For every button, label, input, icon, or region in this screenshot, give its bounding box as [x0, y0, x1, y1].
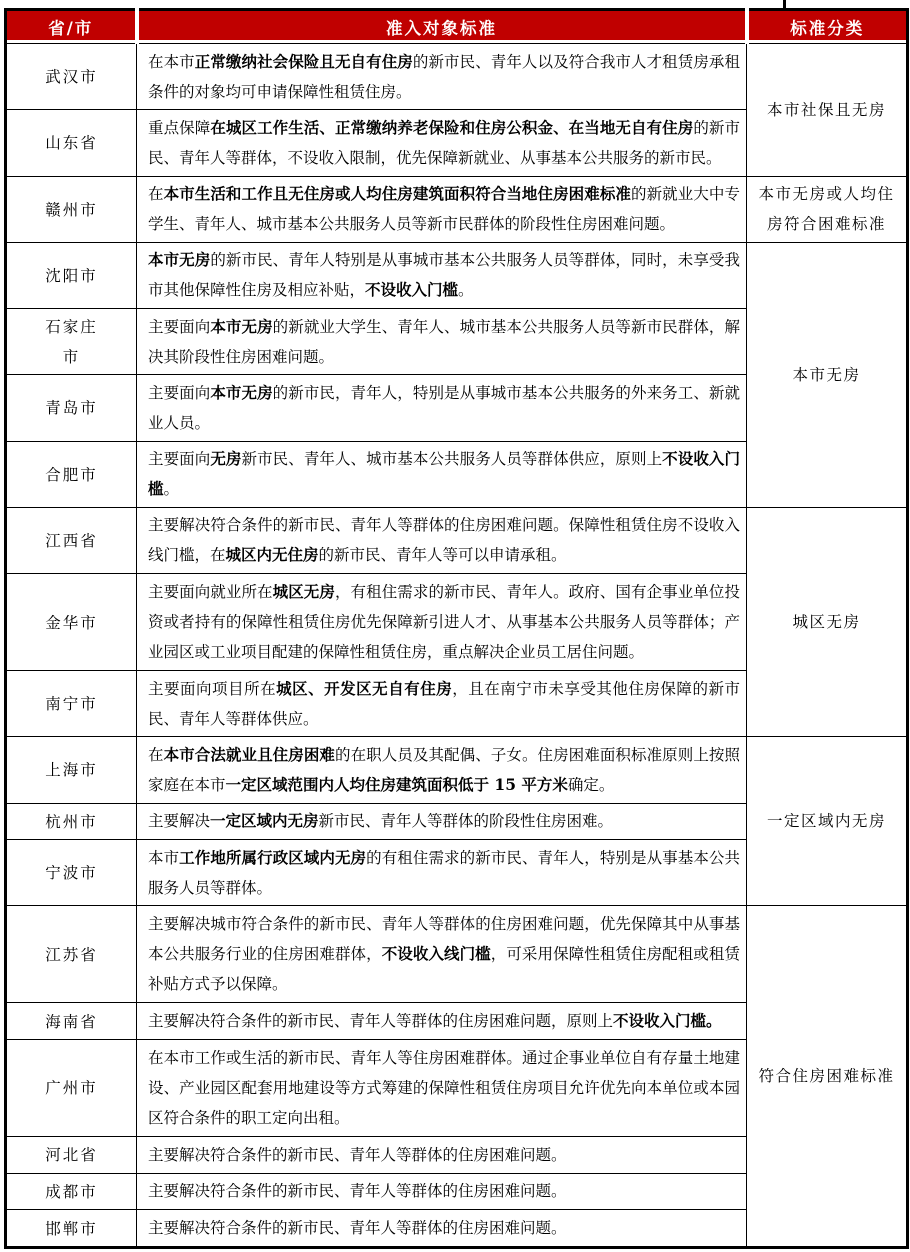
standard-text-bold: 本市无房 [148, 250, 211, 270]
table-row [6, 242, 908, 308]
region-label: 石家庄市 [45, 317, 98, 366]
standard-cell [137, 574, 747, 671]
admission-standards-table [4, 8, 909, 1249]
region-cell [6, 375, 137, 441]
standard-text-bold: 不设收入线门槛 [381, 944, 491, 964]
table-row [6, 507, 908, 573]
standard-text-bold: 城区无房 [272, 582, 335, 602]
standard-text: 主要面向就业所在 [148, 583, 273, 602]
table-row [6, 737, 908, 803]
region-label: 邯郸市 [45, 1219, 98, 1238]
standard-text: 主要解决符合条件的新市民、青年人等群体的住房困难问题。 [148, 1182, 567, 1201]
region-label: 上海市 [45, 761, 98, 780]
standard-text: 新市民、青年人等群体的阶段性住房困难。 [318, 812, 614, 831]
region-cell [6, 670, 137, 736]
standard-text: 的有租住需求的新市民、青年人，特别是从事基本公共服务人员等群体。 [148, 848, 740, 897]
region-cell [6, 309, 137, 375]
standard-cell [137, 309, 747, 375]
standard-text: 主要面向项目所在 [148, 679, 277, 698]
standard-text-bold: 一定区域范围内人均住房建筑面积低于 15 平方米 [225, 774, 568, 794]
standard-text-bold: 城区内无住房 [225, 545, 319, 565]
standard-text: 主要解决 [148, 812, 211, 831]
standard-text: 。 [458, 281, 474, 300]
standard-text-bold: 本市无房 [210, 382, 273, 402]
region-cell [6, 441, 137, 507]
region-label: 赣州市 [45, 200, 98, 219]
region-cell [6, 737, 137, 803]
region-cell [6, 840, 137, 906]
standard-cell [137, 44, 747, 110]
standard-cell [137, 840, 747, 906]
standard-text: 的新市民、青年人特别是从事城市基本公共服务人员等群体，同时，未享受我市其他保障性住房及相应补贴， [148, 251, 740, 300]
region-cell [6, 1210, 137, 1248]
standard-text: 的新就业大中专学生、青年人、城市基本公共服务人员等新市民群体的阶段性住房困难问题。 [148, 185, 740, 234]
standard-text-bold: 不设收入门槛。 [613, 1011, 722, 1031]
region-label: 河北省 [45, 1146, 98, 1165]
standard-text: 主要面向 [148, 317, 211, 336]
standard-text: 主要解决符合条件的新市民、青年人等群体的住房困难问题，原则上 [148, 1012, 614, 1031]
region-cell [6, 1136, 137, 1173]
standard-text: 在本市 [148, 52, 195, 71]
standard-cell [137, 1136, 747, 1173]
region-label: 合肥市 [45, 465, 98, 484]
region-label: 海南省 [45, 1012, 98, 1031]
standard-text: ，且在南宁市未享受其他住房保障的新市民、青年人等群体供应。 [148, 679, 740, 728]
region-cell [6, 906, 137, 1003]
standard-text: 的新市民、青年人等群体，不设收入限制，优先保障新就业、从事基本公共服务的新市民。 [148, 118, 740, 167]
standard-cell [137, 1210, 747, 1248]
standard-text: ，可采用保障性租赁住房配租或租赁补贴方式予以保障。 [148, 945, 740, 994]
standard-text: 在 [148, 745, 164, 764]
standard-text: 本市 [148, 848, 180, 867]
region-label: 金华市 [45, 613, 98, 632]
standard-text-bold: 本市合法就业且住房困难 [163, 744, 335, 764]
region-label: 广州市 [45, 1079, 98, 1098]
table-row [6, 176, 908, 242]
standard-text-bold: 正常缴纳社会保险且无自有住房 [194, 51, 413, 71]
standard-text-bold: 无房 [210, 449, 242, 469]
standard-text: 主要解决符合条件的新市民、青年人等群体的住房困难问题。 [148, 1145, 567, 1164]
region-label: 成都市 [45, 1182, 98, 1201]
standard-cell [137, 375, 747, 441]
standard-text: 的新就业大学生、青年人、城市基本公共服务人员等新市民群体，解决其阶段性住房困难问题。 [148, 317, 740, 366]
table-body [6, 44, 908, 1248]
standard-cell [137, 1173, 747, 1210]
standard-text: 在本市工作或生活的新市民、青年人等住房困难群体。通过企事业单位自有存量土地建设、产业园区配套用地建设等方式筹建的保障性租赁住房项目允许优先向本单位或本园区符合条件的职工定向出租。 [148, 1048, 740, 1127]
standard-text: 主要解决城市符合条件的新市民、青年人等群体的住房困难问题，优先保障其中从事基本公共服务行业的住房困难群体， [148, 915, 740, 964]
region-cell [6, 803, 137, 840]
standard-cell [137, 1039, 747, 1136]
standard-text: 的在职人员及其配偶、子女。住房困难面积标准原则上按照家庭在本市 [148, 745, 740, 794]
standard-text: 主要面向 [148, 383, 211, 402]
table-row [6, 44, 908, 110]
region-label: 江西省 [45, 531, 98, 550]
standard-cell [137, 507, 747, 573]
region-cell [6, 574, 137, 671]
category-cell: 一定区域内无房 [747, 737, 908, 906]
standard-cell [137, 906, 747, 1003]
region-cell [6, 110, 137, 176]
standard-text: 新市民、青年人、城市基本公共服务人员等群体供应，原则上 [241, 450, 663, 469]
category-cell: 城区无房 [747, 507, 908, 736]
region-cell [6, 44, 137, 110]
region-cell [6, 176, 137, 242]
standard-text-bold: 一定区域内无房 [210, 811, 319, 831]
category-cell: 本市无房 [747, 242, 908, 507]
standard-text-bold: 本市无房 [210, 316, 273, 336]
standard-text-bold: 不设收入门槛 [148, 449, 740, 499]
region-label: 山东省 [45, 134, 98, 153]
standard-text-bold: 不设收入门槛 [365, 280, 459, 300]
standard-cell [137, 441, 747, 507]
header-category: 标准分类 [747, 10, 908, 44]
category-cell: 本市社保且无房 [747, 44, 908, 177]
standard-text: 重点保障 [148, 118, 211, 137]
standard-cell [137, 737, 747, 803]
standard-text-bold: 本市生活和工作且无住房或人均住房建筑面积符合当地住房困难标准 [163, 184, 631, 204]
category-cell: 本市无房或人均住房符合困难标准 [747, 176, 908, 242]
region-cell [6, 507, 137, 573]
table-row [6, 906, 908, 1003]
header-standard: 准入对象标准 [137, 10, 747, 44]
region-cell [6, 1173, 137, 1210]
standard-text: 在 [148, 185, 164, 204]
table-header [6, 10, 908, 44]
header-region: 省/市 [6, 10, 137, 44]
region-label: 武汉市 [45, 68, 98, 87]
region-label: 南宁市 [45, 695, 98, 714]
region-label: 沈阳市 [45, 266, 98, 285]
standard-cell [137, 670, 747, 736]
standard-text: 主要解决符合条件的新市民、青年人等群体的住房困难问题。保障性租赁住房不设收入线门槛，在 [148, 516, 740, 565]
standard-cell [137, 110, 747, 176]
region-label: 宁波市 [45, 864, 98, 883]
standard-text-bold: 在城区工作生活、正常缴纳养老保险和住房公积金、在当地无自有住房 [210, 117, 694, 137]
region-cell [6, 1003, 137, 1040]
region-label: 江苏省 [45, 945, 98, 964]
standard-text: 主要面向 [148, 450, 211, 469]
standard-cell [137, 242, 747, 308]
standard-text: 。 [163, 480, 180, 499]
standard-text-bold: 城区、开发区无自有住房 [276, 678, 453, 698]
region-label: 杭州市 [45, 812, 98, 831]
region-cell [6, 1039, 137, 1136]
standard-cell [137, 176, 747, 242]
header-row [6, 10, 908, 44]
standard-text: 主要解决符合条件的新市民、青年人等群体的住房困难问题。 [148, 1219, 567, 1238]
standard-cell [137, 1003, 747, 1040]
region-cell [6, 242, 137, 308]
standard-text: 的新市民，青年人，特别是从事城市基本公共服务的外来务工、新就业人员。 [148, 383, 740, 432]
standard-text: 确定。 [567, 775, 615, 794]
region-label: 青岛市 [45, 399, 98, 418]
standard-cell [137, 803, 747, 840]
standard-text-bold: 工作地所属行政区域内无房 [179, 847, 367, 867]
category-cell: 符合住房困难标准 [747, 906, 908, 1248]
standard-text: 的新市民、青年人以及符合我市人才租赁房承租条件的对象均可申请保障性租赁住房。 [148, 52, 740, 101]
standard-text: ，有租住需求的新市民、青年人。政府、国有企事业单位投资或者持有的保障性租赁住房优先保障新引进人才、从事基本公共服务人员等群体；产业园区或工业项目配建的保障性租赁住房，重点解决企业员工居住问题。 [148, 583, 740, 662]
standard-text: 的新市民、青年人等可以申请承租。 [318, 546, 567, 565]
